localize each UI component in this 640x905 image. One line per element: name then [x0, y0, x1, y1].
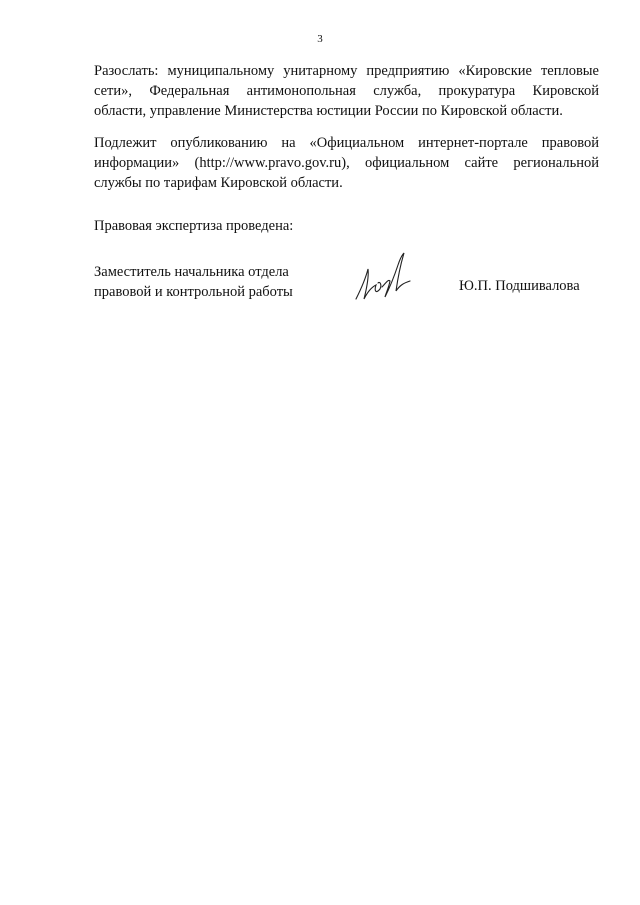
publication-line: информации» (http://www.pravo.gov.ru), официальном сайте региональной — [94, 155, 599, 171]
signatory-position — [94, 262, 293, 302]
distribution-line: Разослать: муниципальному унитарному предприятию «Кировские тепловые — [94, 63, 599, 79]
page-number: 3 — [317, 33, 323, 45]
publication-paragraph — [94, 133, 599, 193]
position-line: Заместитель начальника отдела — [94, 264, 289, 280]
publication-line: Подлежит опубликованию на «Официальном интернет-портале правовой — [94, 135, 599, 151]
expertise-paragraph — [94, 216, 599, 236]
publication-line: службы по тарифам Кировской области. — [94, 175, 343, 191]
position-line: правовой и контрольной работы — [94, 284, 293, 300]
distribution-line: области, управление Министерства юстиции России по Кировской области. — [94, 103, 563, 119]
handwritten-signature — [352, 247, 414, 307]
distribution-paragraph — [94, 61, 599, 121]
expertise-text: Правовая экспертиза проведена: — [94, 218, 294, 234]
signer-name: Ю.П. Подшивалова — [459, 278, 580, 294]
distribution-line: сети», Федеральная антимонопольная служба, прокуратура Кировской — [94, 83, 599, 99]
